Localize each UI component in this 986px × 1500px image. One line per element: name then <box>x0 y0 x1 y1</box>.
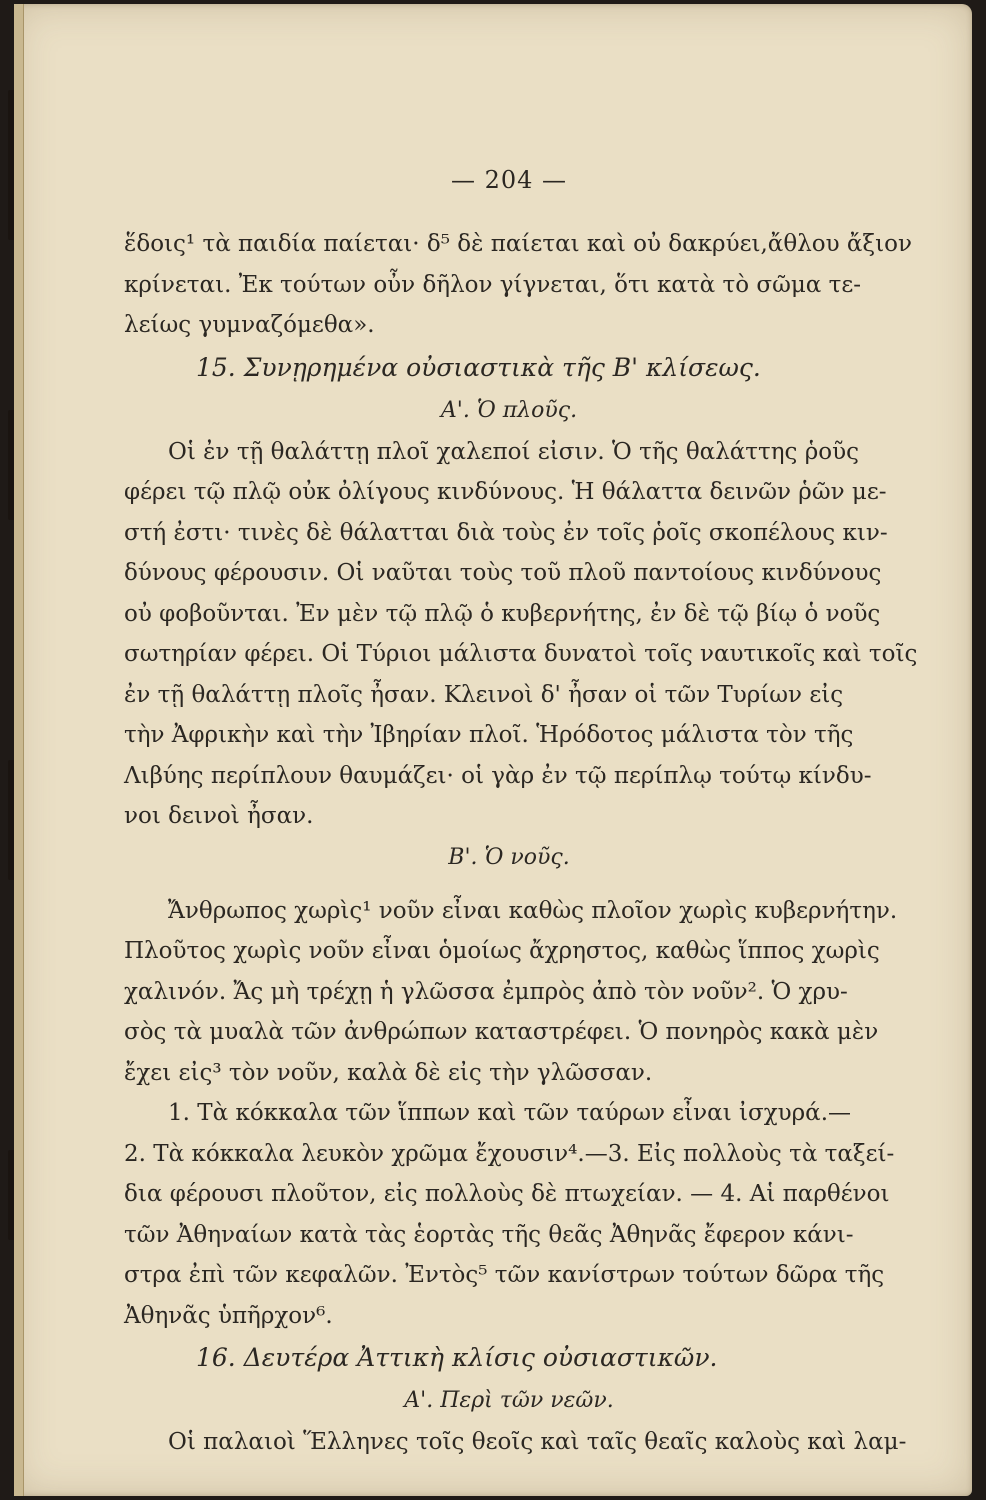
subsection-heading: Α'. Περὶ τῶν νεῶν. <box>404 1388 614 1413</box>
text-line: Πλοῦτος χωρὶς νοῦν εἶναι ὁμοίως ἄχρηστος, καθὼς ἵππος χωρὶς <box>124 938 880 964</box>
subsection-heading: Α'. Ὁ πλοῦς. <box>440 397 578 423</box>
text-line: σωτηρίαν φέρει. Οἱ Τύριοι μάλιστα δυνατοὶ τοῖς ναυτικοῖς καὶ τοῖς <box>124 641 918 667</box>
text-line: Ἀθηνᾶς ὑπῆρχον⁶. <box>124 1302 333 1329</box>
text-line: δύνους φέρουσιν. Οἱ ναῦται τοὺς τοῦ πλοῦ παντοίους κινδύνους <box>124 560 882 586</box>
text-line: χαλινόν. Ἄς μὴ τρέχῃ ἡ γλῶσσα ἐμπρὸς ἀπὸ τὸν νοῦν². Ὁ χρυ- <box>124 978 848 1005</box>
text-line: ἔχει εἰς³ τὸν νοῦν, καλὰ δὲ εἰς τὴν γλῶσσαν. <box>124 1059 653 1086</box>
page-content <box>124 154 918 1463</box>
text-line: οὐ φοβοῦνται. Ἐν μὲν τῷ πλῷ ὁ κυβερνήτης, ἐν δὲ τῷ βίῳ ὁ νοῦς <box>124 600 881 627</box>
text-line: Ἄνθρωπος χωρὶς¹ νοῦν εἶναι καθὼς πλοῖον χωρὶς κυβερνήτην. <box>168 897 898 924</box>
text-line: σὸς τὰ μυαλὰ τῶν ἀνθρώπων καταστρέφει. Ὁ πονηρὸς κακὰ μὲν <box>124 1019 879 1045</box>
text-line: τῶν Ἀθηναίων κατὰ τὰς ἑορτὰς τῆς θεᾶς Ἀθηνᾶς ἔφερον κάνι- <box>124 1221 854 1248</box>
text-line: Λιβύης περίπλουν θαυμάζει· οἱ γὰρ ἐν τῷ περίπλῳ τούτῳ κίνδυ- <box>124 762 872 789</box>
text-line: ἕδοις¹ τὰ παιδία παίεται· δ⁵ δὲ παίεται καὶ οὐ δακρύει,ἄθλου ἄξιον <box>124 231 912 257</box>
text-line: λείως γυμναζόμεθα». <box>124 312 375 338</box>
page-edge <box>14 4 24 1496</box>
text-line: Οἱ παλαιοὶ Ἕλληνες τοῖς θεοῖς καὶ ταῖς θεαῖς καλοὺς καὶ λαμ- <box>168 1429 907 1455</box>
subsection-heading: Β'. Ὁ νοῦς. <box>448 844 570 870</box>
text-line: νοι δεινοὶ ἦσαν. <box>124 803 314 829</box>
text-line: κρίνεται. Ἐκ τούτων οὖν δῆλον γίγνεται, ὅτι κατὰ τὸ σῶμα τε- <box>124 271 862 298</box>
book-page <box>14 4 972 1496</box>
page-number: — 204 — <box>450 166 568 194</box>
text-line: 1. Τὰ κόκκαλα τῶν ἵππων καὶ τῶν ταύρων εἶναι ἰσχυρά.— <box>168 1100 852 1126</box>
text-line: στή ἐστι· τινὲς δὲ θάλατται διὰ τοὺς ἐν τοῖς ῥοῖς σκοπέλους κιν- <box>124 519 888 546</box>
text-line: Οἱ ἐν τῇ θαλάττῃ πλοῖ χαλεποί εἰσιν. Ὁ τῆς θαλάττης ῥοῦς <box>168 438 859 465</box>
text-line: φέρει τῷ πλῷ οὐκ ὀλίγους κινδύνους. Ἡ θάλαττα δεινῶν ῥῶν με- <box>124 479 887 505</box>
text-line: ἐν τῇ θαλάττῃ πλοῖς ἦσαν. Κλεινοὶ δ' ἦσαν οἱ τῶν Τυρίων εἰς <box>124 681 844 708</box>
text-line: τὴν Ἀφρικὴν καὶ τὴν Ἰβηρίαν πλοῖ. Ἡρόδοτος μάλιστα τὸν τῆς <box>124 722 854 748</box>
text-line: στρα ἐπὶ τῶν κεφαλῶν. Ἐντὸς⁵ τῶν κανίστρων τούτων δῶρα τῆς <box>124 1262 885 1288</box>
text-line: 2. Τὰ κόκκαλα λευκὸν χρῶμα ἔχουσιν⁴.—3. Εἰς πολλοὺς τὰ ταξεί- <box>124 1140 895 1167</box>
section-heading: 15. Συνῃρημένα οὐσιαστικὰ τῆς Β' κλίσεως. <box>196 352 761 382</box>
text-line: δια φέρουσι πλοῦτον, εἰς πολλοὺς δὲ πτωχείαν. — 4. Αἱ παρθένοι <box>124 1181 890 1207</box>
section-heading: 16. Δευτέρα Ἀττικὴ κλίσις οὐσιαστικῶν. <box>196 1343 718 1372</box>
